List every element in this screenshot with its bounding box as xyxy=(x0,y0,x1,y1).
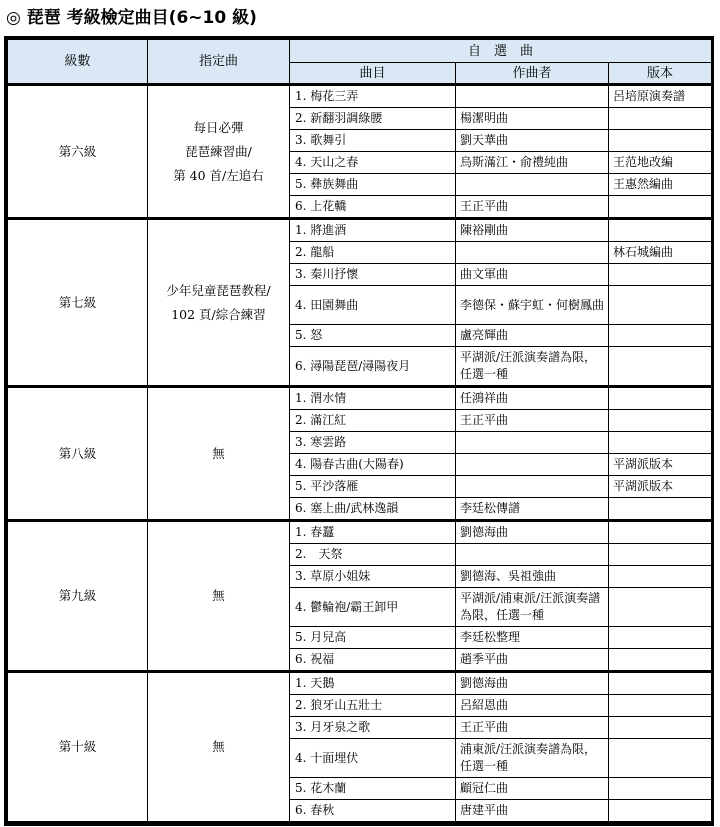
piece-cell: 4. 鬱輪袍/霸王卸甲 xyxy=(290,588,456,627)
piece-cell: 5. 平沙落雁 xyxy=(290,476,456,498)
grade-level-cell: 第七級 xyxy=(8,219,148,387)
edition-cell xyxy=(609,739,712,778)
required-piece-cell xyxy=(148,387,290,521)
composer-cell: 任鴻祥曲 xyxy=(456,387,609,410)
piece-cell: 3. 月牙泉之歌 xyxy=(290,717,456,739)
edition-cell xyxy=(609,130,712,152)
required-piece-line: 少年兒童琵琶教程/ xyxy=(166,282,271,298)
piece-cell: 1. 梅花三弄 xyxy=(290,85,456,108)
piece-cell: 1. 渭水情 xyxy=(290,387,456,410)
edition-cell xyxy=(609,778,712,800)
required-piece-cell xyxy=(148,521,290,672)
edition-cell xyxy=(609,672,712,695)
required-piece-cell xyxy=(148,219,290,387)
table-row xyxy=(8,219,712,242)
composer-cell: 劉德海曲 xyxy=(456,521,609,544)
piece-cell: 4. 天山之春 xyxy=(290,152,456,174)
piece-cell: 6. 上花轎 xyxy=(290,196,456,219)
grade-level-cell: 第九級 xyxy=(8,521,148,672)
required-piece-line: 無 xyxy=(212,445,225,461)
piece-cell: 4. 陽春古曲(大陽春) xyxy=(290,454,456,476)
table-row xyxy=(8,521,712,544)
piece-cell: 4. 十面埋伏 xyxy=(290,739,456,778)
edition-cell: 平湖派版本 xyxy=(609,454,712,476)
composer-cell: 劉德海曲 xyxy=(456,672,609,695)
piece-cell: 2. 新翻羽調綠腰 xyxy=(290,108,456,130)
required-piece-line: 每日必彈 xyxy=(193,119,244,135)
edition-cell xyxy=(609,649,712,672)
piece-cell: 2. 天祭 xyxy=(290,544,456,566)
piece-cell: 3. 寒雲路 xyxy=(290,432,456,454)
required-piece-line: 102 頁/綜合練習 xyxy=(171,306,266,322)
composer-cell xyxy=(456,174,609,196)
composer-cell: 王正平曲 xyxy=(456,410,609,432)
edition-cell xyxy=(609,347,712,387)
composer-cell: 李廷松整理 xyxy=(456,627,609,649)
piece-cell: 6. 春秋 xyxy=(290,800,456,822)
header-piece: 曲目 xyxy=(290,63,456,85)
composer-cell: 王正平曲 xyxy=(456,717,609,739)
edition-cell xyxy=(609,432,712,454)
edition-cell xyxy=(609,108,712,130)
piece-cell: 5. 彝族舞曲 xyxy=(290,174,456,196)
piece-cell: 3. 歌舞引 xyxy=(290,130,456,152)
piece-cell: 5. 月兒高 xyxy=(290,627,456,649)
edition-cell xyxy=(609,325,712,347)
required-piece-line: 無 xyxy=(212,739,225,754)
composer-cell: 烏斯滿江・俞禮純曲 xyxy=(456,152,609,174)
composer-cell xyxy=(456,454,609,476)
edition-cell xyxy=(609,264,712,286)
exam-repertoire-table-frame xyxy=(4,36,714,826)
edition-cell xyxy=(609,695,712,717)
exam-repertoire-table xyxy=(7,39,712,822)
edition-cell xyxy=(609,196,712,219)
piece-cell: 5. 怒 xyxy=(290,325,456,347)
table-row xyxy=(8,85,712,108)
piece-cell: 1. 將進酒 xyxy=(290,219,456,242)
header-required: 指定曲 xyxy=(148,40,290,85)
composer-cell: 趙季平曲 xyxy=(456,649,609,672)
edition-cell xyxy=(609,286,712,325)
header-level: 級數 xyxy=(8,40,148,85)
composer-cell: 平湖派/浦東派/汪派演奏譜為限，任選一種 xyxy=(456,588,609,627)
page-title: ◎ 琵琶 考級檢定曲目(6~10 級) xyxy=(6,8,257,28)
grade-level-cell: 第八級 xyxy=(8,387,148,521)
piece-cell: 5. 花木蘭 xyxy=(290,778,456,800)
grade-level-cell: 第六級 xyxy=(8,85,148,219)
piece-cell: 2. 龍船 xyxy=(290,242,456,264)
edition-cell xyxy=(609,219,712,242)
piece-cell: 4. 田園舞曲 xyxy=(290,286,456,325)
table-body xyxy=(8,85,712,822)
required-piece-cell xyxy=(148,672,290,822)
composer-cell xyxy=(456,242,609,264)
piece-cell: 3. 草原小姐妹 xyxy=(290,566,456,588)
table-row xyxy=(8,672,712,695)
required-piece-line: 琵琶練習曲/ xyxy=(185,143,252,159)
composer-cell: 唐建平曲 xyxy=(456,800,609,822)
header-edition: 版本 xyxy=(609,63,712,85)
edition-cell: 林石城編曲 xyxy=(609,242,712,264)
required-piece-line: 第 40 首/左追右 xyxy=(173,167,264,183)
edition-cell xyxy=(609,717,712,739)
edition-cell xyxy=(609,627,712,649)
table-row xyxy=(8,387,712,410)
composer-cell xyxy=(456,544,609,566)
required-piece-cell xyxy=(148,85,290,219)
composer-cell: 楊潔明曲 xyxy=(456,108,609,130)
composer-cell: 曲文軍曲 xyxy=(456,264,609,286)
edition-cell: 王惠然編曲 xyxy=(609,174,712,196)
grade-level-cell: 第十級 xyxy=(8,672,148,822)
composer-cell: 平湖派/汪派演奏譜為限，任選一種 xyxy=(456,347,609,387)
composer-cell xyxy=(456,85,609,108)
piece-cell: 2. 滿江紅 xyxy=(290,410,456,432)
composer-cell: 王正平曲 xyxy=(456,196,609,219)
required-piece-line: 無 xyxy=(212,588,225,603)
composer-cell: 劉天華曲 xyxy=(456,130,609,152)
composer-cell: 浦東派/汪派演奏譜為限，任選一種 xyxy=(456,739,609,778)
composer-cell: 陳裕剛曲 xyxy=(456,219,609,242)
piece-cell: 6. 塞上曲/武林逸韻 xyxy=(290,498,456,521)
edition-cell: 王范地改編 xyxy=(609,152,712,174)
piece-cell: 1. 春蠶 xyxy=(290,521,456,544)
composer-cell: 呂紹恩曲 xyxy=(456,695,609,717)
piece-cell: 2. 狼牙山五壯士 xyxy=(290,695,456,717)
composer-cell: 劉德海、吳祖強曲 xyxy=(456,566,609,588)
edition-cell xyxy=(609,566,712,588)
edition-cell xyxy=(609,498,712,521)
edition-cell xyxy=(609,544,712,566)
edition-cell: 呂培原演奏譜 xyxy=(609,85,712,108)
edition-cell xyxy=(609,387,712,410)
piece-cell: 3. 秦川抒懷 xyxy=(290,264,456,286)
edition-cell xyxy=(609,800,712,822)
composer-cell: 顧冠仁曲 xyxy=(456,778,609,800)
composer-cell xyxy=(456,432,609,454)
edition-cell xyxy=(609,410,712,432)
edition-cell: 平湖派版本 xyxy=(609,476,712,498)
piece-cell: 1. 天鵝 xyxy=(290,672,456,695)
edition-cell xyxy=(609,588,712,627)
edition-cell xyxy=(609,521,712,544)
header-composer: 作曲者 xyxy=(456,63,609,85)
composer-cell xyxy=(456,476,609,498)
composer-cell: 李廷松傳譜 xyxy=(456,498,609,521)
header-optional: 自 選 曲 xyxy=(290,40,712,63)
piece-cell: 6. 祝福 xyxy=(290,649,456,672)
piece-cell: 6. 潯陽琵琶/潯陽夜月 xyxy=(290,347,456,387)
composer-cell: 李德保・蘇宇虹・何樹鳳曲 xyxy=(456,286,609,325)
composer-cell: 盧亮輝曲 xyxy=(456,325,609,347)
